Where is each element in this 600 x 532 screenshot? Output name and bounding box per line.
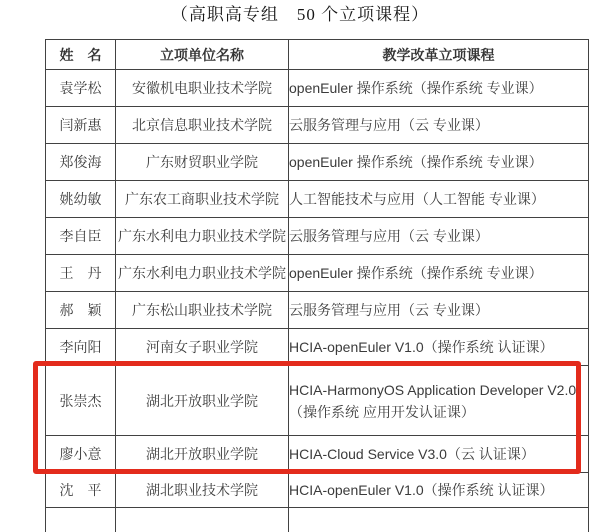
table-row bbox=[46, 473, 589, 508]
name-cell: 李向阳 bbox=[46, 329, 116, 366]
course-cell: 云服务管理与应用（云 专业课） bbox=[289, 218, 589, 255]
page-title: （高职高专组 50 个立项课程） bbox=[0, 3, 600, 27]
institution-cell: 广东水利电力职业技术学院 bbox=[116, 255, 289, 292]
table-row bbox=[46, 329, 589, 366]
table-row bbox=[46, 107, 589, 144]
institution-cell: 湖北职业技术学院 bbox=[116, 473, 289, 508]
header-institution: 立项单位名称 bbox=[116, 40, 289, 70]
course-cell bbox=[289, 508, 589, 532]
name-cell: 郑俊海 bbox=[46, 144, 116, 181]
name-cell bbox=[46, 508, 116, 532]
name-cell: 廖小意 bbox=[46, 436, 116, 473]
institution-cell: 广东松山职业技术学院 bbox=[116, 292, 289, 329]
name-cell: 张崇杰 bbox=[46, 366, 116, 436]
course-cell: 云服务管理与应用（云 专业课） bbox=[289, 107, 589, 144]
course-cell: 人工智能技术与应用（人工智能 专业课） bbox=[289, 181, 589, 218]
name-cell: 沈 平 bbox=[46, 473, 116, 508]
table-row bbox=[46, 70, 589, 107]
name-cell: 李自臣 bbox=[46, 218, 116, 255]
table-row bbox=[46, 181, 589, 218]
institution-cell: 广东农工商职业技术学院 bbox=[116, 181, 289, 218]
institution-cell: 广东水利电力职业技术学院 bbox=[116, 218, 289, 255]
course-cell: HCIA-openEuler V1.0（操作系统 认证课） bbox=[289, 329, 589, 366]
course-cell: HCIA-HarmonyOS Application Developer V2.0（操作系统 应用开发认证课） bbox=[289, 366, 589, 436]
course-cell: openEuler 操作系统（操作系统 专业课） bbox=[289, 144, 589, 181]
header-course: 教学改革立项课程 bbox=[289, 40, 589, 70]
name-cell: 姚幼敏 bbox=[46, 181, 116, 218]
institution-cell: 湖北开放职业学院 bbox=[116, 436, 289, 473]
course-cell: HCIA-openEuler V1.0（操作系统 认证课） bbox=[289, 473, 589, 508]
table-row-clipped bbox=[46, 508, 589, 532]
table-row bbox=[46, 218, 589, 255]
institution-cell: 北京信息职业技术学院 bbox=[116, 107, 289, 144]
institution-cell bbox=[116, 508, 289, 532]
institution-cell: 安徽机电职业技术学院 bbox=[116, 70, 289, 107]
name-cell: 王 丹 bbox=[46, 255, 116, 292]
course-cell: openEuler 操作系统（操作系统 专业课） bbox=[289, 70, 589, 107]
course-cell: HCIA-Cloud Service V3.0（云 认证课） bbox=[289, 436, 589, 473]
name-cell: 郝 颖 bbox=[46, 292, 116, 329]
table-row-highlighted bbox=[46, 366, 589, 436]
course-cell: openEuler 操作系统（操作系统 专业课） bbox=[289, 255, 589, 292]
table-header-row bbox=[46, 40, 589, 70]
header-name: 姓 名 bbox=[46, 40, 116, 70]
institution-cell: 湖北开放职业学院 bbox=[116, 366, 289, 436]
table-row bbox=[46, 255, 589, 292]
institution-cell: 广东财贸职业学院 bbox=[116, 144, 289, 181]
institution-cell: 河南女子职业学院 bbox=[116, 329, 289, 366]
table-row bbox=[46, 292, 589, 329]
name-cell: 袁学松 bbox=[46, 70, 116, 107]
course-cell: 云服务管理与应用（云 专业课） bbox=[289, 292, 589, 329]
award-course-table bbox=[45, 39, 589, 532]
table-row bbox=[46, 144, 589, 181]
table-row-highlighted bbox=[46, 436, 589, 473]
name-cell: 闫新惠 bbox=[46, 107, 116, 144]
